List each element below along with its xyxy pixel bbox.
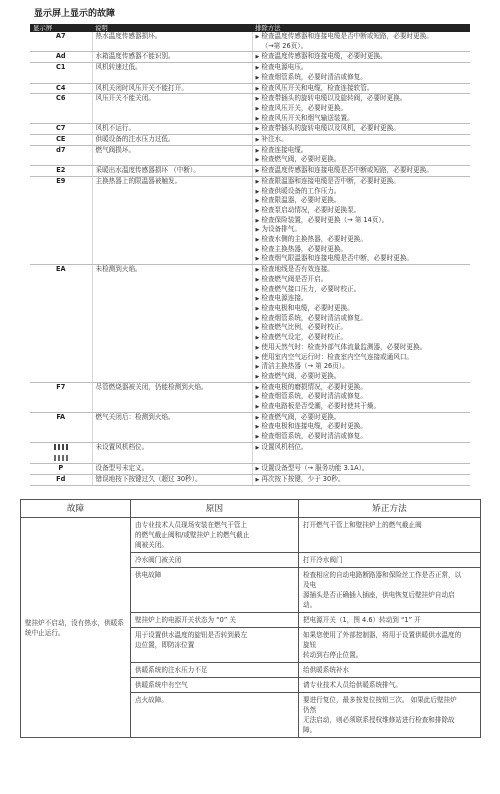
error-remedy: [252, 464, 470, 475]
cause-line: 壁挂炉上的电源开关状态为 “0” 关: [135, 616, 236, 624]
header-cause: 原因: [131, 500, 299, 518]
remedy-step: ▶ 检查烟管系统，必要时清洁或修复。: [256, 73, 468, 83]
remedy-step: ▶ 再次按下按键，少于 30秒。: [256, 475, 468, 485]
remedy-step: ▶ 设置风机档位。: [256, 443, 468, 453]
error-description: 错误地按下按键过久（超过 30秒）。: [92, 474, 252, 485]
dot-segment-display-icon: [54, 455, 68, 461]
remedy-step: ▶ 检查燃气阀，必要时更换。: [256, 372, 468, 382]
remedy-step: ▶ 检查连接电缆。: [256, 146, 468, 156]
error-description: 风机不运行。: [92, 124, 252, 135]
header-display: 显示屏: [30, 24, 92, 32]
error-code-row: [30, 63, 470, 83]
remedy-step: ▶ 检查水侧的主换热器，必要时更换。: [256, 235, 468, 245]
error-code-row: [30, 94, 470, 124]
cause-line: 边位置，即防冻位置: [135, 641, 195, 649]
cause-line: 供暖系统的注水压力不足: [135, 666, 208, 674]
error-code-row: [30, 32, 470, 52]
error-code-row: [30, 474, 470, 485]
error-code-table: [30, 24, 470, 486]
error-description: 风机关闭时风压开关不能打开。: [92, 83, 252, 94]
fix-line: 转动到右停止位置。: [303, 651, 363, 659]
remedy-step: ▶ 检查烟气限温器和连接电缆是否中断，必要时更换。: [256, 254, 468, 264]
error-description: 燃气关闭后：检测到火焰。: [92, 412, 252, 442]
fix-cell: [299, 663, 481, 678]
error-code: P: [30, 464, 92, 475]
cause-line: 供电故障: [135, 571, 162, 579]
error-remedy: [252, 382, 470, 412]
error-description: 设备型号未定义。: [92, 464, 252, 475]
remedy-step: ▶ 检查燃气阀，必要时更换。: [256, 155, 468, 165]
remedy-step: ▶ 设置设备型号（→ 服务功能 3.1A）。: [256, 464, 468, 474]
error-remedy: [252, 63, 470, 83]
cause-line: 由专业技术人员现场安装在燃气干管上: [135, 521, 248, 529]
fix-line: 打开燃气干管上和壁挂炉上的燃气截止阀: [303, 521, 422, 529]
error-code: Ad: [30, 52, 92, 63]
remedy-step: ▶ 使用天然气时：检查外部气体流量监测器，必要时更换。: [256, 343, 468, 353]
remedy-step: ▶ 检查烟管系统，必要时清洁或修复。: [256, 392, 468, 402]
fix-cell: [299, 553, 481, 568]
error-remedy: [252, 145, 470, 165]
remedy-step: ▶ 检查主换热器，必要时更换。: [256, 245, 468, 255]
error-code: F7: [30, 382, 92, 412]
fix-line: 打开冷水阀门: [303, 556, 343, 564]
remedy-step: ▶ 检查烟管系统，必要时清洁或修复。: [256, 314, 468, 324]
remedy-step: ▶ 清洁主换热器（→ 第 26页）。: [256, 362, 468, 372]
fix-cell: [299, 613, 481, 628]
error-description: 热水温度传感器损坏。: [92, 32, 252, 52]
fault-description: 壁挂炉不启动，没有热水，供暖系统中止运行。: [21, 518, 131, 738]
fix-line: 请专业技术人员给供暖系统排气。: [303, 681, 402, 689]
error-description: 燃气阀损坏。: [92, 145, 252, 165]
troubleshooting-header-row: [21, 500, 481, 518]
section-title: 显示屏上显示的故障: [34, 9, 116, 19]
error-remedy: [252, 135, 470, 146]
troubleshooting-table: [20, 499, 481, 738]
cause-line: 点火故障。: [135, 696, 168, 704]
error-remedy: [252, 265, 470, 382]
cause-cell: [131, 518, 299, 553]
error-code: CE: [30, 135, 92, 146]
error-code: E9: [30, 176, 92, 264]
fix-line: 源插头是否正确插入插座，供电恢复后壁挂炉自动启: [303, 591, 455, 599]
fix-cell: [299, 693, 481, 738]
remedy-step: ▶ 检查温度传感器和连接电缆是否中断或短路，必要时更换。: [256, 32, 468, 42]
remedy-step: ▶ 检查燃气阀，必要时更换。: [256, 413, 468, 423]
error-code-row: [30, 124, 470, 135]
fix-cell: [299, 568, 481, 613]
error-remedy: [252, 176, 470, 264]
remedy-step: ▶ 检查温度传感器和连接电缆，必要时更换。: [256, 52, 468, 62]
error-code-row: [30, 464, 470, 475]
remedy-step: ▶ 检查电极和连接电缆，必要时更换。: [256, 422, 468, 432]
fix-line: 及电: [303, 581, 317, 589]
error-description: 未检测到火焰。: [92, 265, 252, 382]
error-description: 水箱温度传感器不能识别。: [92, 52, 252, 63]
error-code-row: [30, 145, 470, 165]
cause-line: 的燃气截止阀和/或壁挂炉上的燃气截止: [135, 531, 250, 539]
fix-line: 障。: [303, 726, 317, 734]
remedy-step: ▶ 检查带插头的旋转电缆以及风机，必要时更换。: [256, 124, 468, 134]
error-description: 主换热器上的限温器被触发。: [92, 176, 252, 264]
error-description: 采暖出水温度传感器损坏 （中断）。: [92, 166, 252, 177]
error-remedy: [252, 442, 470, 463]
error-code-row: [30, 135, 470, 146]
cause-cell: [131, 628, 299, 663]
fix-line: 检查相应的自动电路断路器和保险丝工作是否正常，以: [303, 571, 462, 579]
error-description: 风机转速过低。: [92, 63, 252, 83]
remedy-step: ▶ 检查电极的磨损情况，必要时更换。: [256, 383, 468, 393]
fix-line: 旋钮: [303, 641, 317, 649]
error-remedy: [252, 474, 470, 485]
remedy-step: ▶ 检查泵启动情况，必要时更换泵。: [256, 206, 468, 216]
error-code: C6: [30, 94, 92, 124]
remedy-step: ▶ 检查燃气阀是否开启。: [256, 275, 468, 285]
error-code: A7: [30, 32, 92, 52]
remedy-step: ▶ 检查供暖设备的工作压力。: [256, 187, 468, 197]
fix-cell: [299, 628, 481, 663]
error-code-row: [30, 52, 470, 63]
error-code-row: [30, 265, 470, 382]
error-code-row: [30, 166, 470, 177]
remedy-step: ▶ 检查带插头的旋转电缆以及旋转阀，必要时更换。: [256, 94, 468, 104]
remedy-step: ▶ 检查温度传感器和连接电缆是否中断或短路，必要时更换。: [256, 166, 468, 176]
remedy-step: ▶ 检查电源电压。: [256, 63, 468, 73]
error-code: E2: [30, 166, 92, 177]
fix-line: 无法启动，则必须联系授权维修站进行检查和排除故: [303, 716, 455, 724]
error-code: d7: [30, 145, 92, 165]
remedy-step: ▶ 检查风压开关和烟气输送装置。: [256, 114, 468, 124]
cause-line: 冷水阀门被关闭: [135, 556, 182, 564]
error-remedy: [252, 166, 470, 177]
cause-cell: [131, 613, 299, 628]
error-description: 供暖设备的注水压力过低。: [92, 135, 252, 146]
fix-cell: [299, 518, 481, 553]
remedy-step: ▶ 检查保险装置，必要时更换（→ 第 14页）。: [256, 216, 468, 226]
fix-line: 仍然: [303, 706, 317, 714]
remedy-step: ▶ 检查限温器，必要时更换。: [256, 196, 468, 206]
error-code-row: [30, 442, 470, 463]
header-remedy: 排除方法: [252, 24, 470, 32]
remedy-step: ▶ 检查风压开关，必要时更换。: [256, 104, 468, 114]
dot-segment-display-icon: [54, 444, 68, 450]
remedy-step: ▶ 检查限温器和连接电缆是否中断，必要时更换。: [256, 177, 468, 187]
fix-line: 给供暖系统补水: [303, 666, 350, 674]
error-remedy: [252, 83, 470, 94]
remedy-step: ▶ 检查燃气比例，必要时校正。: [256, 323, 468, 333]
fix-line: 要进行复位，最多按复位按钮三次。 如果此后壁挂炉: [303, 696, 457, 704]
error-code-header-row: [30, 24, 470, 32]
error-code: [30, 442, 92, 463]
error-description: 尽管燃烧器被关闭，仍能检测到火焰。: [92, 382, 252, 412]
fix-line: 把电源开关（1，图 4.6）转动到 “1” 开: [303, 616, 421, 624]
error-code-row: [30, 412, 470, 442]
error-code: C1: [30, 63, 92, 83]
remedy-step: ▶ 检查风压开关和电缆，检查连接软管。: [256, 84, 468, 94]
cause-cell: [131, 678, 299, 693]
error-remedy: [252, 94, 470, 124]
cause-cell: [131, 568, 299, 613]
remedy-step: ▶ 检查燃气接口压力，必要时校正。: [256, 285, 468, 295]
remedy-step: ▶ 检查烟管系统，必要时清洁或修复。: [256, 432, 468, 442]
remedy-step: ▶ 补注水。: [256, 135, 468, 145]
troubleshooting-row: [21, 518, 481, 553]
remedy-step: ▶ 使用室内空气运行时：检查室内空气连接或通风口。: [256, 353, 468, 363]
remedy-step: ▶ 检查燃气设定，必要时校正。: [256, 333, 468, 343]
remedy-step: ▶ 为设备排气。: [256, 225, 468, 235]
error-remedy: [252, 412, 470, 442]
error-description: 风压开关不能关闭。: [92, 94, 252, 124]
error-code-row: [30, 176, 470, 264]
cause-line: 阀被关闭。: [135, 541, 168, 549]
error-code: C4: [30, 83, 92, 94]
error-code: FA: [30, 412, 92, 442]
cause-line: 供暖系统中有空气: [135, 681, 188, 689]
cause-cell: [131, 553, 299, 568]
error-remedy: [252, 52, 470, 63]
header-fault: 故障: [21, 500, 131, 518]
error-description: 未设置风机档位。: [92, 442, 252, 463]
error-code: EA: [30, 265, 92, 382]
cause-line: 用于设置供水温度的旋钮是否转到最左: [135, 631, 248, 639]
remedy-step: ▶ 检查电极和电缆，必要时更换。: [256, 304, 468, 314]
cause-cell: [131, 663, 299, 678]
error-code-row: [30, 382, 470, 412]
error-code-row: [30, 83, 470, 94]
fix-line: 动。: [303, 601, 317, 609]
remedy-step: （→第 26页）。: [261, 41, 308, 50]
fix-line: 如果您使用了外部控制器，将用于设置供暖供水温度的: [303, 631, 462, 639]
error-code: C7: [30, 124, 92, 135]
remedy-step: ▶ 检查电路板是否受潮，必要时使其干燥。: [256, 402, 468, 412]
fix-cell: [299, 678, 481, 693]
cause-cell: [131, 693, 299, 738]
error-remedy: [252, 124, 470, 135]
header-fix: 矫正方法: [299, 500, 481, 518]
error-code: Fd: [30, 474, 92, 485]
header-description: 说明: [92, 24, 252, 32]
remedy-step: ▶ 检查地线是否有效连接。: [256, 265, 468, 275]
remedy-step: ▶ 检查电源连接。: [256, 294, 468, 304]
error-remedy: [252, 32, 470, 52]
